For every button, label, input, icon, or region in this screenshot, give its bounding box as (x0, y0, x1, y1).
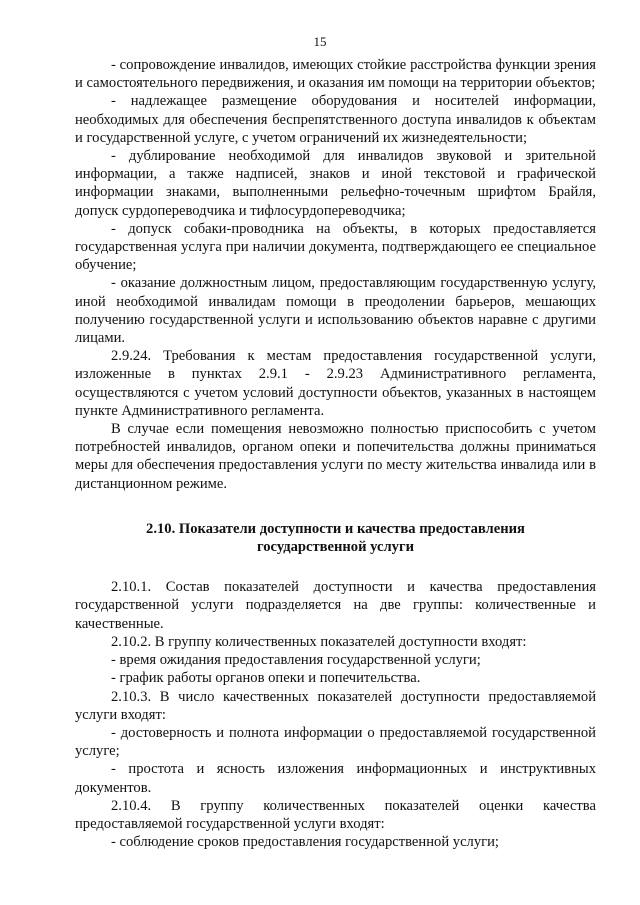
paragraph: - допуск собаки-проводника на объекты, в которых предоставляется государственная услуга при наличии документа, подтверждающего ее специальное обучение; (75, 220, 596, 274)
paragraph: - оказание должностным лицом, предоставляющим государственную услугу, иной необходимой инвалидам помощи в преодолении барьеров, мешающих получению государственной услуги и использованию объектов наравне с другими лицами. (75, 275, 596, 347)
paragraph: - дублирование необходимой для инвалидов звуковой и зрительной информации, а также надписей, знаков и иной текстовой и графической информации знаками, выполненными рельефно-точечным шрифтом Брайля, допуск сурдопереводчика и тифлосурдопереводчика; (75, 148, 596, 219)
section-heading (75, 520, 596, 556)
paragraph: - время ожидания предоставления государственной услуги; (111, 652, 481, 669)
page-number: 15 (313, 34, 327, 49)
paragraph: 2.10.1. Состав показателей доступности и качества предоставления государственной услуги подразделяется на две группы: количественные и качественные. (75, 579, 596, 632)
paragraph: - сопровождение инвалидов, имеющих стойкие расстройства функции зрения и самостоятельного передвижения, и оказания им помощи на территории объектов; (75, 57, 596, 92)
paragraph: 2.10.4. В группу количественных показателей оценки качества предоставляемой государственной услуги входят: (75, 797, 596, 832)
paragraph: - надлежащее размещение оборудования и носителей информации, необходимых для обеспечения беспрепятственного доступа инвалидов к объектам и государственной услуге, с учетом ограничений их жизнедеятельности; (75, 93, 596, 146)
paragraph: 2.9.24. Требования к местам предоставления государственной услуги, изложенные в пунктах 2.9.1 - 2.9.23 Административного регламента, осуществляются с учетом условий доступности объектов, указанных в настоящем пункте Административного регламента. (75, 348, 596, 419)
paragraph: - график работы органов опеки и попечительства. (111, 670, 421, 687)
section-heading-line: государственной услуги (256, 539, 415, 556)
paragraph: В случае если помещения невозможно полностью приспособить с учетом потребностей инвалидов, органом опеки и попечительства должны приниматься меры для обеспечения предоставления услуги по месту жительства инвалида или в дистанционном режиме. (75, 421, 596, 492)
paragraph: 2.10.2. В группу количественных показателей доступности входят: (111, 633, 527, 650)
section-heading-line: 2.10. Показатели доступности и качества предоставления (146, 520, 525, 537)
paragraph: - достоверность и полнота информации о предоставляемой государственной услуге; (75, 724, 596, 760)
paragraph: - соблюдение сроков предоставления государственной услуги; (111, 834, 499, 851)
paragraph: 2.10.3. В число качественных показателей доступности предоставляемой услуги входят: (75, 688, 596, 723)
paragraph: - простота и ясность изложения информационных и инструктивных документов. (75, 761, 596, 796)
document-body (75, 56, 596, 851)
